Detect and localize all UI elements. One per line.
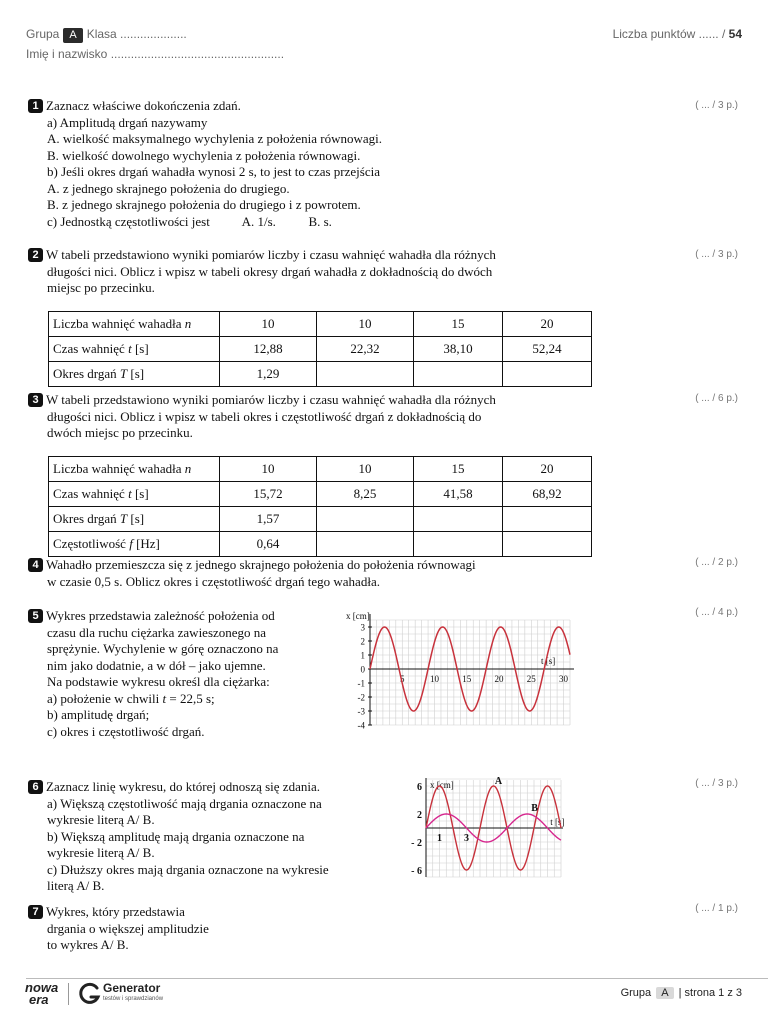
group-badge: A xyxy=(63,28,82,43)
table-cell: 10 xyxy=(317,457,414,482)
table-row xyxy=(49,312,592,337)
series-label: B xyxy=(531,803,538,815)
question-4: 4 Wahadło przemieszcza się z jednego skrajnego położenia do położenia równowagi w czasie 0,5 s. Oblicz okres i częstotliwość drgań tego wahadła. xyxy=(28,557,476,590)
table-row xyxy=(49,362,592,387)
row-label: Okres drgań T [s] xyxy=(49,507,220,532)
table-cell: 15 xyxy=(414,457,503,482)
name-field: Imię i nazwisko .................................................... xyxy=(26,47,285,61)
x-tick-label: 10 xyxy=(430,674,440,684)
table-cell: 10 xyxy=(317,312,414,337)
table-row xyxy=(49,507,592,532)
y-tick-label: 2 xyxy=(417,810,422,821)
q6-choice[interactable]: wykresie literą A/ B. xyxy=(47,812,155,827)
row-label: Czas wahnięć t [s] xyxy=(49,337,220,362)
q3-points: ( ... / 6 p.) xyxy=(695,393,738,404)
x-tick-label: 15 xyxy=(462,674,472,684)
answer-cell[interactable] xyxy=(414,532,503,557)
x-tick-label: 25 xyxy=(526,674,536,684)
y-tick-label: - 2 xyxy=(411,838,422,849)
oscillations-ab-chart xyxy=(404,776,564,894)
answer-cell[interactable] xyxy=(317,532,414,557)
table-cell: 52,24 xyxy=(503,337,592,362)
x-tick-label: 5 xyxy=(400,674,405,684)
question-2: 2 W tabeli przedstawiono wyniki pomiarów liczby i czasu wahnięć wahadła dla różnych długości nici. Oblicz i wpisz w tabeli okresy drgań wahadła z dokładnością do dwóch miejsc po przecinku. xyxy=(28,247,496,297)
table-row xyxy=(49,482,592,507)
q1-prompt: Zaznacz właściwe dokończenia zdań. xyxy=(46,98,241,113)
question-number: 7 xyxy=(28,905,43,919)
y-tick-label: - 6 xyxy=(411,866,422,877)
y-tick-label: 0 xyxy=(360,664,365,675)
footer-group-badge: A xyxy=(656,987,673,999)
question-number: 3 xyxy=(28,393,43,407)
answer-cell[interactable] xyxy=(503,362,592,387)
q1-option[interactable]: B. s. xyxy=(308,213,332,229)
q7-choice[interactable]: to wykres A/ B. xyxy=(47,937,129,952)
q1-option[interactable]: B. wielkość dowolnego wychylenia z położenia równowagi. xyxy=(47,147,361,163)
q6-statement: b) Większą amplitudę mają drgania oznaczone na xyxy=(47,828,305,844)
q1-option[interactable]: A. z jednego skrajnego położenia do drugiego. xyxy=(47,180,290,196)
points-total: 54 xyxy=(728,27,742,41)
q6-statement: a) Większą częstotliwość mają drgania oznaczone na xyxy=(47,795,322,811)
generator-logo-icon xyxy=(78,982,102,1006)
q3-table xyxy=(48,456,592,557)
q2-points: ( ... / 3 p.) xyxy=(695,249,738,260)
row-label: Częstotliwość f [Hz] xyxy=(49,532,220,557)
q2-table xyxy=(48,311,592,387)
table-cell: 10 xyxy=(220,457,317,482)
table-cell: 8,25 xyxy=(317,482,414,507)
answer-cell[interactable] xyxy=(503,507,592,532)
y-tick-label: -1 xyxy=(357,678,365,689)
x-tick-label: 1 xyxy=(437,833,442,844)
table-cell: 38,10 xyxy=(414,337,503,362)
y-tick-label: 6 xyxy=(417,782,422,793)
row-label: Liczba wahnięć wahadła n xyxy=(49,312,220,337)
q5-points: ( ... / 4 p.) xyxy=(695,607,738,618)
x-tick-label: 30 xyxy=(559,674,569,684)
question-number: 5 xyxy=(28,609,43,623)
table-cell: 12,88 xyxy=(220,337,317,362)
table-row xyxy=(49,457,592,482)
q1-option[interactable]: A. wielkość maksymalnego wychylenia z położenia równowagi. xyxy=(47,131,383,146)
y-tick-label: -2 xyxy=(357,692,365,703)
question-1 xyxy=(28,98,382,230)
q7-points: ( ... / 1 p.) xyxy=(695,903,738,914)
q6-choice[interactable]: wykresie literą A/ B. xyxy=(47,845,155,860)
answer-cell[interactable] xyxy=(414,362,503,387)
question-number: 6 xyxy=(28,780,43,794)
answer-cell[interactable] xyxy=(317,362,414,387)
y-tick-label: 1 xyxy=(360,650,365,661)
y-tick-label: -3 xyxy=(357,706,365,717)
q6-points: ( ... / 3 p.) xyxy=(695,778,738,789)
question-number: 2 xyxy=(28,248,43,262)
x-tick-label: 20 xyxy=(494,674,504,684)
q1-line: c) Jednostką częstotliwości jest xyxy=(47,213,210,229)
answer-cell[interactable] xyxy=(414,507,503,532)
q1-option[interactable]: A. 1/s. xyxy=(241,213,276,229)
q1-option[interactable]: B. z jednego skrajnego położenia do drugiego i z powrotem. xyxy=(47,197,361,212)
q6-statement: c) Dłuższy okres mają drgania oznaczone na wykresie xyxy=(47,861,329,877)
table-cell: 15,72 xyxy=(220,482,317,507)
row-label: Okres drgań T [s] xyxy=(49,362,220,387)
y-tick-label: 3 xyxy=(360,622,365,633)
question-7: 7 Wykres, który przedstawia drgania o większej amplitudzie to wykres A/ B. xyxy=(28,904,209,954)
table-cell: 20 xyxy=(503,312,592,337)
question-6: 6 Zaznacz linię wykresu, do której odnoszą się zdania. a) Większą częstotliwość mają drgania oznaczone na wykresie literą A/ B. b) Większą amplitudę mają drgania oznaczone na wykresie literą A/ B. c) Dłuższy okres mają drgania oznaczone na wykresie literą A/ B. xyxy=(28,779,329,895)
row-label: Czas wahnięć t [s] xyxy=(49,482,220,507)
footer-divider xyxy=(26,978,768,979)
table-cell: 1,57 xyxy=(220,507,317,532)
question-number: 4 xyxy=(28,558,43,572)
table-cell: 68,92 xyxy=(503,482,592,507)
x-axis-label: t [s] xyxy=(550,817,564,827)
table-row xyxy=(49,337,592,362)
q1-points: ( ... / 3 p.) xyxy=(695,100,738,111)
y-axis-label: x [cm] xyxy=(430,780,454,790)
q1-line: b) Jeśli okres drgań wahadła wynosi 2 s, to jest to czas przejścia xyxy=(47,164,380,179)
footer-separator xyxy=(68,983,69,1005)
question-3: 3 W tabeli przedstawiono wyniki pomiarów liczby i czasu wahnięć wahadła dla różnych długości nici. Oblicz i wpisz w tabeli okres i częstotliwość drgań z dokładnością do dwóch miejsc po przecinku. xyxy=(28,392,496,442)
question-5: 5 Wykres przedstawia zależność położenia od czasu dla ruchu ciężarka zawieszonego na sprężynie. Wychylenie w górę oznaczono na nim jako dodatnie, a w dół – jako ujemne. Na podstawie wykresu określ dla ciężarka: a) położenie w chwili t = 22,5 s; b) amplitudę drgań; c) okres i częstotliwość drgań. xyxy=(28,608,278,740)
x-axis-label: t [s] xyxy=(540,656,556,666)
class-field: Klasa .................... xyxy=(86,27,187,41)
answer-cell[interactable] xyxy=(317,507,414,532)
table-row xyxy=(49,532,592,557)
position-time-chart xyxy=(340,606,580,731)
group-field: Grupa A Klasa .................... xyxy=(26,27,187,41)
table-cell: 20 xyxy=(503,457,592,482)
q6-choice[interactable]: literą A/ B. xyxy=(47,878,105,893)
table-cell: 1,29 xyxy=(220,362,317,387)
nowa-era-logo: nowa era xyxy=(25,980,59,1007)
points-field: Liczba punktów ...... / 54 xyxy=(612,27,742,41)
answer-cell[interactable] xyxy=(503,532,592,557)
y-tick-label: 2 xyxy=(360,636,365,647)
table-cell: 0,64 xyxy=(220,532,317,557)
table-cell: 41,58 xyxy=(414,482,503,507)
question-number: 1 xyxy=(28,99,43,113)
series-label: A xyxy=(494,776,503,787)
q1-line: a) Amplitudą drgań nazywamy xyxy=(47,114,208,130)
table-cell: 22,32 xyxy=(317,337,414,362)
y-axis-label: x [cm] xyxy=(346,611,370,621)
footer-page-info: Grupa A | strona 1 z 3 xyxy=(620,987,742,999)
row-label: Liczba wahnięć wahadła n xyxy=(49,457,220,482)
q4-points: ( ... / 2 p.) xyxy=(695,557,738,568)
table-cell: 10 xyxy=(220,312,317,337)
table-cell: 15 xyxy=(414,312,503,337)
x-tick-label: 3 xyxy=(464,833,469,844)
generator-brand: Generator testów i sprawdzianów xyxy=(103,981,164,1002)
y-tick-label: -4 xyxy=(357,720,365,731)
